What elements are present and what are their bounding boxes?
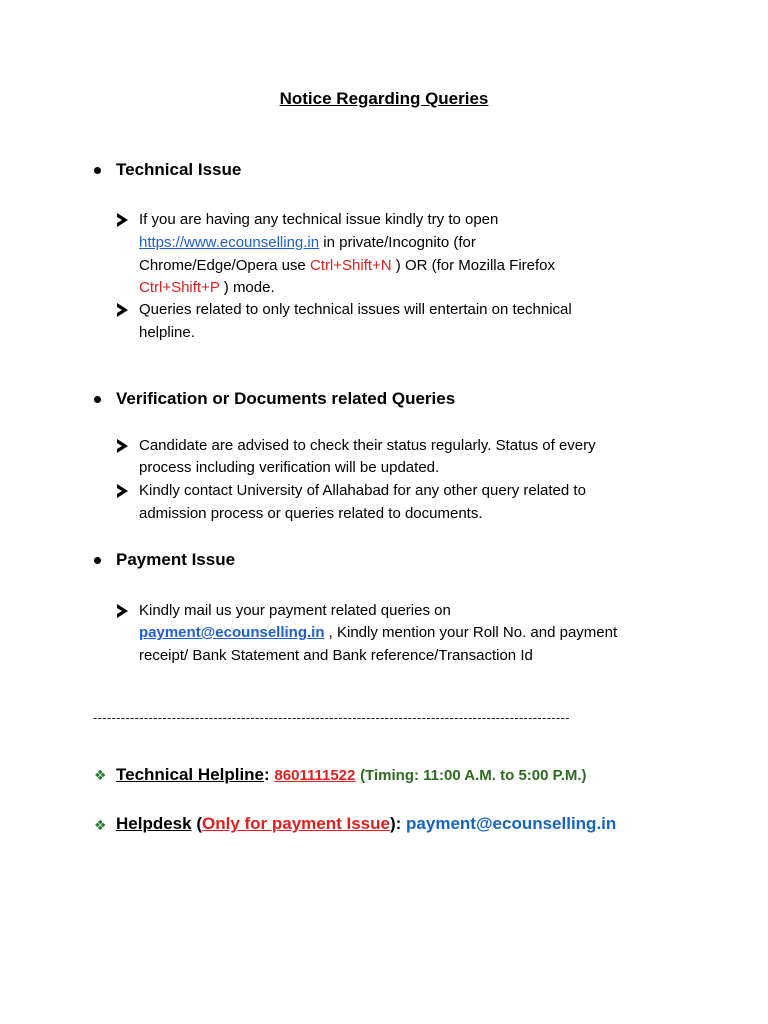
- diamond-bullet-icon: ❖: [94, 767, 107, 783]
- item-text: payment@ecounselling.in , Kindly mention your Roll No. and payment: [139, 624, 618, 641]
- section-bullet-icon: [94, 167, 101, 174]
- section-heading-verification: Verification or Documents related Queries: [116, 389, 456, 408]
- helpdesk: Helpdesk (Only for payment Issue): payment@ecounselling.in: [116, 814, 617, 833]
- helpline-timing: (Timing: 11:00 A.M. to 5:00 P.M.): [360, 767, 587, 784]
- item-text: process including verification will be updated.: [139, 459, 440, 476]
- arrowhead-icon: [117, 303, 128, 317]
- section-bullet-icon: [94, 557, 101, 564]
- item-text: helpline.: [139, 324, 195, 341]
- helpline-number[interactable]: 8601111522: [274, 767, 356, 784]
- arrowhead-icon: [117, 439, 128, 453]
- item-text: Candidate are advised to check their status regularly. Status of every: [139, 437, 596, 454]
- item-text: receipt/ Bank Statement and Bank reference/Transaction Id: [139, 647, 533, 664]
- payment-email-link[interactable]: payment@ecounselling.in: [139, 624, 325, 641]
- page-title: Notice Regarding Queries: [279, 89, 489, 108]
- helpline-label: Technical Helpline: [116, 765, 265, 784]
- helpdesk-note: Only for payment Issue: [201, 814, 390, 833]
- diamond-bullet-icon: ❖: [94, 817, 107, 833]
- arrowhead-icon: [117, 484, 128, 498]
- helpdesk-label: Helpdesk: [116, 814, 192, 833]
- item-text: Kindly mail us your payment related queries on: [139, 602, 451, 619]
- item-text: https://www.ecounselling.in in private/Incognito (for: [139, 234, 476, 251]
- arrowhead-icon: [117, 213, 128, 227]
- shortcut-firefox: Ctrl+Shift+P: [139, 279, 220, 296]
- section-heading-payment: Payment Issue: [116, 550, 236, 569]
- helpdesk-email[interactable]: payment@ecounselling.in: [406, 814, 617, 833]
- section-heading-technical: Technical Issue: [116, 160, 242, 179]
- ecounselling-link[interactable]: https://www.ecounselling.in: [139, 234, 320, 251]
- item-text: Kindly contact University of Allahabad for any other query related to: [139, 482, 586, 499]
- arrowhead-icon: [117, 604, 128, 618]
- item-text: Queries related to only technical issues will entertain on technical: [139, 301, 572, 318]
- section-bullet-icon: [94, 396, 101, 403]
- item-text: If you are having any technical issue kindly try to open: [139, 211, 499, 228]
- dashed-divider: -------------------------------------------------------------------------------------------------------: [93, 710, 570, 725]
- item-text: Chrome/Edge/Opera use Ctrl+Shift+N ) OR (for Mozilla Firefox: [139, 257, 555, 274]
- technical-helpline: Technical Helpline: 8601111522 (Timing: 11:00 A.M. to 5:00 P.M.): [116, 765, 587, 784]
- item-text: admission process or queries related to documents.: [139, 505, 483, 522]
- shortcut-chrome: Ctrl+Shift+N: [309, 257, 392, 274]
- item-text: Ctrl+Shift+P ) mode.: [139, 279, 275, 296]
